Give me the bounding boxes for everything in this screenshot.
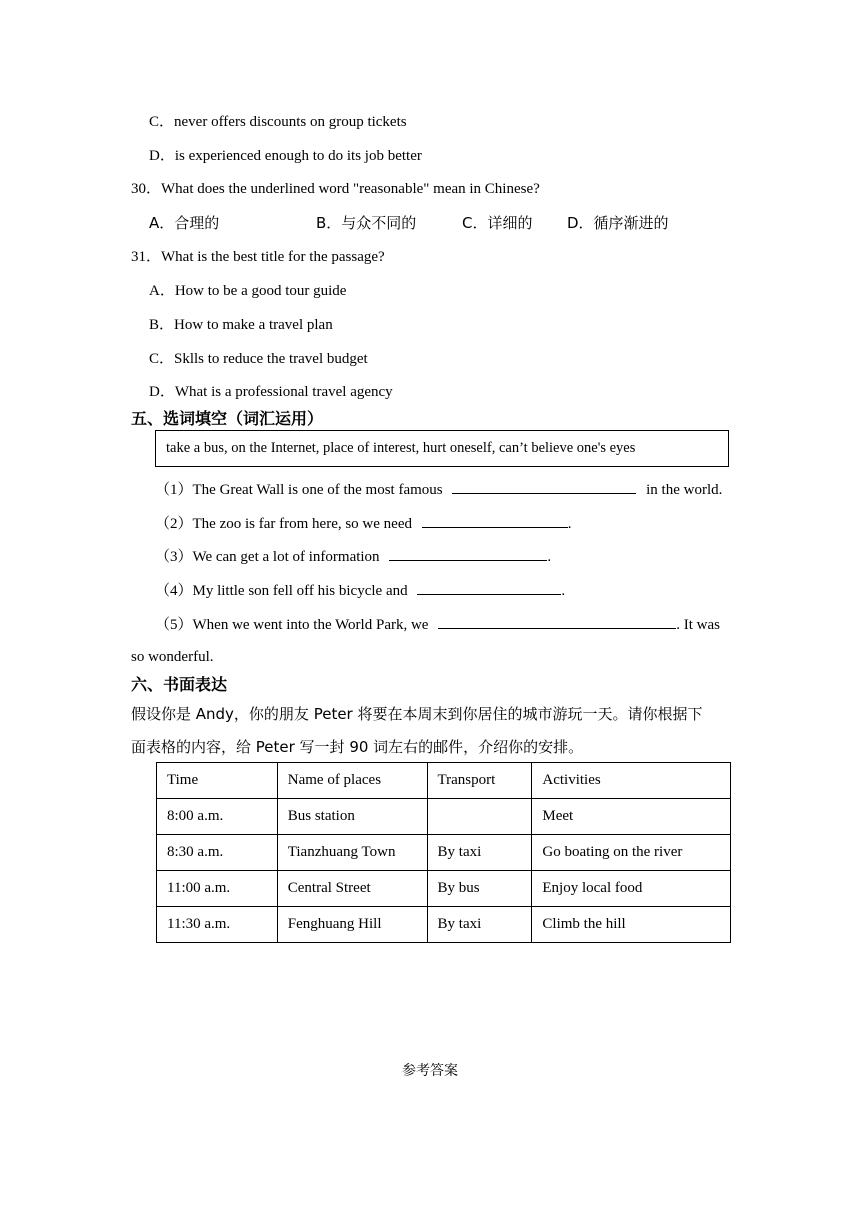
schedule-table <box>156 762 731 943</box>
fill-item-1-tail: in the world. <box>646 482 723 498</box>
section5-heading: 五、选词填空（词汇运用） <box>131 409 324 428</box>
table-row <box>157 871 731 907</box>
cell-activity: Meet <box>532 799 731 835</box>
cell-time: 11:30 a.m. <box>157 907 278 943</box>
q29-option-c: C．never offers discounts on group tickets <box>149 114 407 130</box>
header-transport: Transport <box>427 763 532 799</box>
fill-item-3-text: （3）We can get a lot of information <box>155 549 380 565</box>
cell-place: Central Street <box>277 871 427 907</box>
word-bank-box: take a bus, on the Internet, place of interest, hurt oneself, can’t believe one's eyes <box>155 430 729 467</box>
fill-blank-1[interactable] <box>452 478 636 494</box>
fill-item-4 <box>155 579 565 601</box>
table-row <box>157 907 731 943</box>
fill-item-1 <box>155 478 722 500</box>
writing-prompt-line-1: 假设你是 Andy，你的朋友 Peter 将要在本周末到你居住的城市游玩一天。请你根据下 <box>131 705 703 723</box>
q31-option-a: A．How to be a good tour guide <box>149 283 347 299</box>
cell-activity: Enjoy local food <box>532 871 731 907</box>
fill-item-4-tail: . <box>561 583 566 599</box>
fill-item-5-tail: . It was <box>676 617 720 633</box>
q31-stem: 31．What is the best title for the passage? <box>131 249 385 265</box>
cell-transport <box>427 799 532 835</box>
cell-place: Tianzhuang Town <box>277 835 427 871</box>
header-activities: Activities <box>532 763 731 799</box>
writing-prompt-line-2: 面表格的内容，给 Peter 写一封 90 词左右的邮件，介绍你的安排。 <box>131 738 584 756</box>
fill-blank-4[interactable] <box>417 579 561 595</box>
cell-activity: Climb the hill <box>532 907 731 943</box>
header-place: Name of places <box>277 763 427 799</box>
fill-item-5-continuation: so wonderful. <box>131 649 214 665</box>
fill-blank-5[interactable] <box>438 613 676 629</box>
answer-key-title: 参考答案 <box>402 1063 458 1079</box>
cell-activity: Go boating on the river <box>532 835 731 871</box>
cell-place: Bus station <box>277 799 427 835</box>
table-header-row <box>157 763 731 799</box>
fill-item-4-text: （4）My little son fell off his bicycle and <box>155 583 408 599</box>
q30-option-d: D．循序渐进的 <box>567 214 669 232</box>
q31-option-b: B．How to make a travel plan <box>149 317 333 333</box>
section6-heading: 六、书面表达 <box>131 675 228 694</box>
fill-item-3-tail: . <box>547 549 552 565</box>
cell-time: 8:30 a.m. <box>157 835 278 871</box>
fill-blank-2[interactable] <box>422 512 568 528</box>
fill-item-5-text: （5）When we went into the World Park, we <box>155 617 429 633</box>
q29-option-d: D．is experienced enough to do its job better <box>149 148 422 164</box>
cell-transport: By taxi <box>427 907 532 943</box>
q31-option-d: D．What is a professional travel agency <box>149 384 393 400</box>
q30-option-b: B．与众不同的 <box>316 214 417 232</box>
cell-time: 8:00 a.m. <box>157 799 278 835</box>
table-row <box>157 799 731 835</box>
q30-stem: 30．What does the underlined word "reasonable" mean in Chinese? <box>131 181 540 197</box>
table-row <box>157 835 731 871</box>
q30-option-a: A．合理的 <box>149 214 220 232</box>
fill-item-2-tail: . <box>567 516 572 532</box>
q31-option-c: C．Sklls to reduce the travel budget <box>149 351 368 367</box>
fill-item-1-text: （1）The Great Wall is one of the most famous <box>155 482 443 498</box>
header-time: Time <box>157 763 278 799</box>
q30-option-c: C．详细的 <box>462 214 533 232</box>
fill-item-5 <box>155 613 720 635</box>
cell-place: Fenghuang Hill <box>277 907 427 943</box>
fill-item-3 <box>155 545 551 567</box>
cell-transport: By bus <box>427 871 532 907</box>
fill-blank-3[interactable] <box>389 545 547 561</box>
fill-item-2 <box>155 512 572 534</box>
cell-transport: By taxi <box>427 835 532 871</box>
cell-time: 11:00 a.m. <box>157 871 278 907</box>
fill-item-2-text: （2）The zoo is far from here, so we need <box>155 516 412 532</box>
